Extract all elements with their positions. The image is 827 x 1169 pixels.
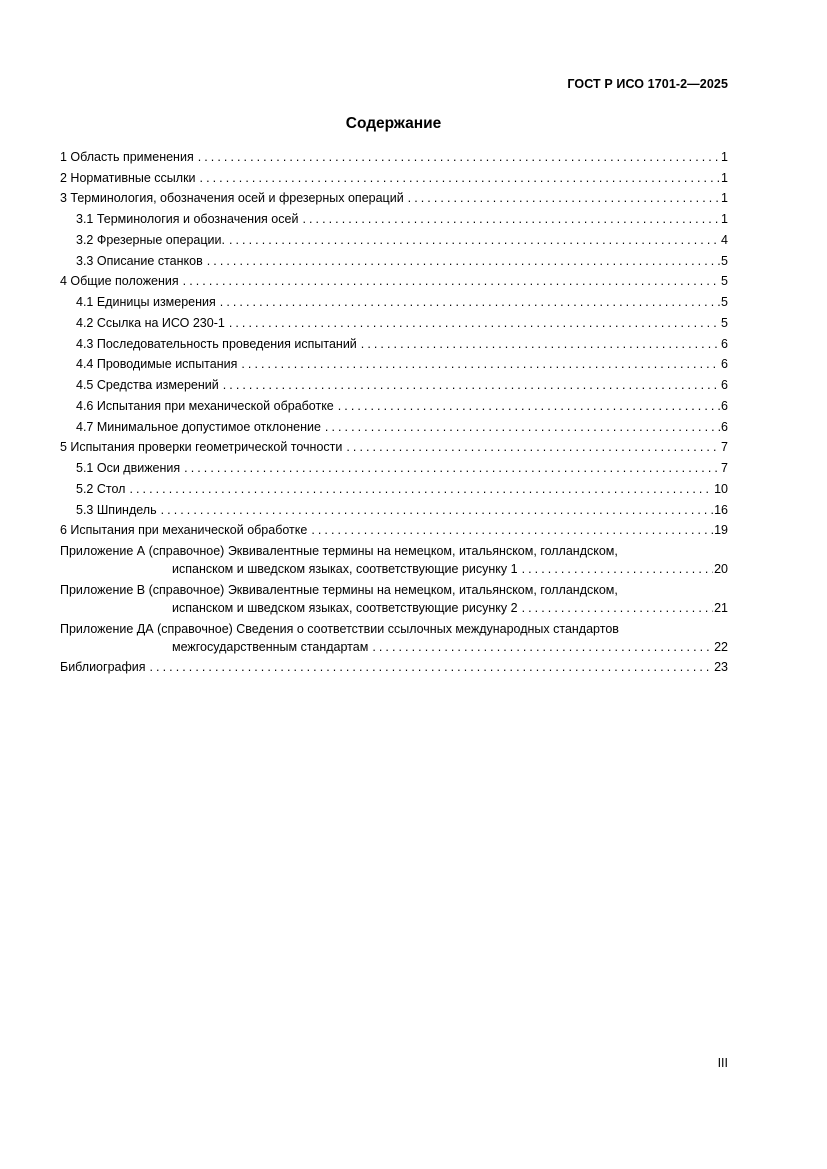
toc-entry-5-3[interactable] — [60, 498, 728, 519]
dot-leader — [183, 272, 720, 290]
dot-leader — [229, 314, 720, 332]
toc-entry-text: 3 Терминология, обозначения осей и фрезерных операций — [60, 191, 404, 206]
dot-leader — [372, 638, 713, 656]
toc-entry-text: 1 Область применения — [60, 149, 194, 164]
toc-entry-4-6[interactable] — [60, 394, 728, 415]
toc-entry-page: 22 — [714, 639, 728, 654]
document-code: ГОСТ Р ИСО 1701-2—2025 — [567, 77, 728, 91]
page-number: III — [717, 1056, 728, 1070]
toc-entry-text: 5 Испытания проверки геометрической точности — [60, 440, 343, 455]
toc-entry-5-2[interactable] — [60, 477, 728, 498]
toc-entry-page: 1 — [721, 170, 728, 185]
toc-entry-page: 5 — [721, 274, 728, 289]
toc-entry-4[interactable] — [60, 270, 728, 291]
toc-entry-2[interactable] — [60, 166, 728, 187]
toc-entry-4-3[interactable] — [60, 332, 728, 353]
toc-entry-text: 4 Общие положения — [60, 274, 179, 289]
toc-entry-4-7[interactable] — [60, 415, 728, 436]
dot-leader — [229, 231, 720, 249]
toc-entry-4-2[interactable] — [60, 311, 728, 332]
toc-entry-page: 6 — [721, 378, 728, 392]
toc-entry-text: Приложение ДА (справочное) Сведения о соответствии ссылочных международных стандартов — [60, 621, 619, 636]
toc-entry-3[interactable] — [60, 187, 728, 208]
toc-entry-page: 1 — [721, 212, 728, 226]
toc-entry-text-continued: испанском и шведском языках, соответствующие рисунку 1 — [172, 562, 518, 576]
dot-leader — [325, 418, 720, 436]
toc-entry-page: 16 — [714, 502, 728, 517]
toc-entry-text: 4.4 Проводимые испытания — [76, 357, 238, 372]
toc-entry-text: Приложение А (справочное) Эквивалентные термины на немецком, итальянском, голландском, — [60, 544, 618, 558]
toc-entry-page: 6 — [721, 336, 728, 351]
toc-entry-text: 5.3 Шпиндель — [76, 502, 157, 517]
dot-leader — [129, 480, 713, 498]
toc-entry-page: 5 — [721, 315, 728, 330]
toc-entry-text: Библиография — [60, 660, 146, 675]
toc-entry-text: 5.2 Стол — [76, 481, 126, 496]
table-of-contents — [60, 145, 728, 676]
toc-entry-page: 20 — [714, 562, 728, 576]
toc-entry-page: 6 — [721, 419, 728, 434]
dot-leader — [302, 210, 720, 228]
toc-title: Содержание — [345, 115, 442, 132]
toc-entry-1[interactable] — [60, 145, 728, 166]
toc-entry-page: 6 — [721, 398, 728, 413]
dot-leader — [361, 335, 720, 353]
toc-entry-text: 2 Нормативные ссылки — [60, 170, 196, 185]
toc-entry-page: 1 — [721, 191, 728, 206]
dot-leader — [198, 148, 720, 166]
toc-entry-page: 6 — [721, 357, 728, 372]
toc-entry-text: 4.5 Средства измерений — [76, 378, 219, 392]
toc-entry-3-1[interactable] — [60, 207, 728, 228]
toc-entry-appendix-b[interactable] — [60, 581, 728, 617]
toc-entry-page: 7 — [721, 440, 728, 455]
dot-leader — [338, 397, 720, 415]
toc-entry-page: 5 — [721, 295, 728, 309]
dot-leader — [522, 560, 714, 578]
dot-leader — [220, 293, 720, 311]
toc-entry-bibliography[interactable] — [60, 656, 728, 677]
toc-entry-3-2[interactable] — [60, 228, 728, 249]
toc-entry-5-1[interactable] — [60, 456, 728, 477]
dot-leader — [150, 658, 714, 676]
dot-leader — [241, 355, 720, 373]
toc-entry-3-3[interactable] — [60, 249, 728, 270]
toc-entry-page: 23 — [714, 660, 728, 675]
dot-leader — [223, 376, 720, 394]
toc-entry-page: 21 — [714, 600, 728, 615]
toc-entry-text: Приложение В (справочное) Эквивалентные термины на немецком, итальянском, голландском, — [60, 582, 618, 597]
toc-entry-text: 4.6 Испытания при механической обработке — [76, 398, 334, 413]
toc-entry-page: 4 — [721, 232, 728, 247]
dot-leader — [161, 501, 713, 519]
toc-entry-4-1[interactable] — [60, 290, 728, 311]
toc-entry-text: 4.3 Последовательность проведения испытаний — [76, 336, 357, 351]
toc-entry-appendix-da[interactable] — [60, 620, 728, 656]
toc-entry-text: 3.1 Терминология и обозначения осей — [76, 212, 299, 226]
toc-entry-page: 10 — [714, 481, 728, 496]
toc-entry-text-continued: испанском и шведском языках, соответствующие рисунку 2 — [172, 600, 518, 615]
toc-entry-text: 5.1 Оси движения — [76, 461, 181, 475]
toc-entry-appendix-a[interactable] — [60, 542, 728, 578]
toc-entry-4-5[interactable] — [60, 373, 728, 394]
toc-entry-text: 6 Испытания при механической обработке — [60, 523, 308, 538]
dot-leader — [346, 438, 720, 456]
dot-leader — [200, 169, 721, 187]
toc-entry-6[interactable] — [60, 519, 728, 540]
toc-entry-text: 3.2 Фрезерные операции. — [76, 232, 225, 247]
dot-leader — [184, 459, 720, 477]
toc-entry-page: 5 — [721, 253, 728, 268]
toc-entry-text-continued: межгосударственным стандартам — [172, 639, 369, 654]
toc-entry-page: 7 — [721, 461, 728, 475]
toc-entry-text: 4.1 Единицы измерения — [76, 295, 216, 309]
dot-leader — [207, 252, 720, 270]
toc-entry-text: 3.3 Описание станков — [76, 253, 203, 268]
toc-entry-text: 4.7 Минимальное допустимое отклонение — [76, 419, 321, 434]
dot-leader — [311, 521, 713, 539]
toc-entry-page: 1 — [721, 149, 728, 164]
toc-entry-4-4[interactable] — [60, 353, 728, 374]
toc-entry-text: 4.2 Ссылка на ИСО 230-1 — [76, 315, 225, 330]
dot-leader — [408, 189, 720, 207]
dot-leader — [522, 599, 714, 617]
toc-entry-5[interactable] — [60, 436, 728, 457]
toc-entry-page: 19 — [714, 523, 728, 538]
